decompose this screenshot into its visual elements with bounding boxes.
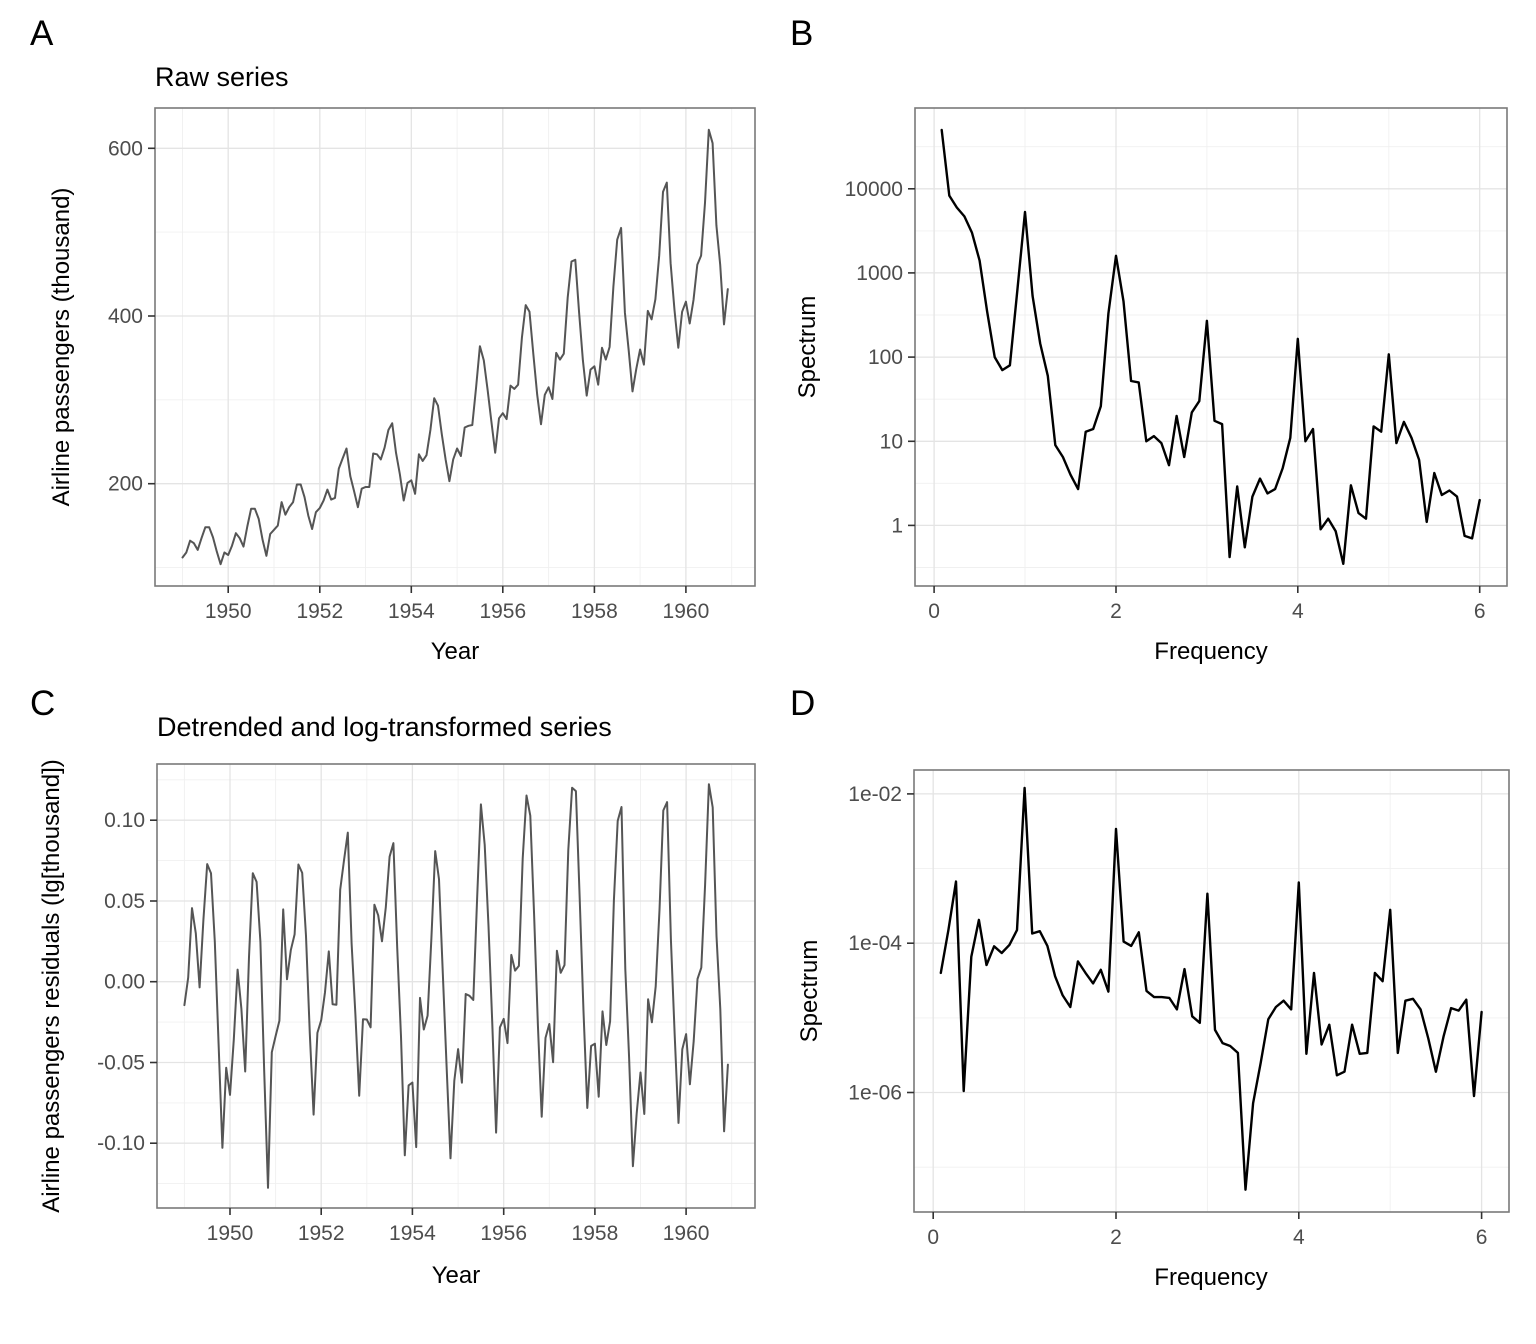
svg-text:1000: 1000 (856, 261, 903, 285)
panel-raw-series (0, 0, 768, 672)
svg-text:10000: 10000 (844, 177, 903, 201)
svg-text:1e-02: 1e-02 (848, 782, 902, 806)
panel-detrended-spectrum (768, 672, 1536, 1344)
svg-text:1952: 1952 (296, 600, 344, 623)
panel-tag-a: A (30, 14, 54, 53)
svg-text:2: 2 (1110, 600, 1122, 623)
svg-text:1956: 1956 (480, 1222, 528, 1245)
svg-text:400: 400 (107, 305, 143, 328)
svg-text:1956: 1956 (479, 600, 527, 623)
svg-text:2: 2 (1110, 1226, 1122, 1249)
svg-text:4: 4 (1292, 1226, 1305, 1249)
svg-text:1958: 1958 (571, 600, 618, 623)
y-axis-label-spectrum-d: Spectrum (796, 939, 823, 1043)
svg-text:0.05: 0.05 (104, 890, 145, 913)
svg-text:10: 10 (879, 430, 903, 454)
svg-text:1952: 1952 (297, 1222, 345, 1245)
panel-tag-c: C (30, 684, 56, 723)
svg-text:-0.05: -0.05 (97, 1051, 145, 1075)
detrended-series-plot-area (0, 672, 768, 1344)
svg-text:6: 6 (1473, 600, 1486, 623)
panel-title-detrended: Detrended and log-transformed series (157, 712, 612, 742)
x-axis-label-frequency-d: Frequency (1154, 1264, 1268, 1291)
svg-text:1958: 1958 (571, 1222, 619, 1245)
x-axis-label-year: Year (430, 638, 480, 665)
svg-text:0: 0 (927, 1226, 940, 1249)
svg-text:1954: 1954 (387, 600, 435, 623)
svg-text:1e-06: 1e-06 (848, 1081, 902, 1105)
raw-series-plot-area (0, 0, 768, 672)
svg-text:200: 200 (107, 472, 143, 496)
svg-text:4: 4 (1291, 600, 1304, 623)
svg-text:0.00: 0.00 (104, 970, 145, 994)
panel-detrended-series (0, 672, 768, 1344)
panel-tag-b: B (790, 14, 814, 53)
svg-text:0.10: 0.10 (104, 809, 145, 833)
panel-tag-d: D (790, 684, 816, 723)
x-axis-label-year-c: Year (431, 1262, 481, 1289)
raw-spectrum-plot-area (768, 0, 1536, 672)
svg-text:6: 6 (1475, 1226, 1488, 1249)
svg-text:0: 0 (928, 600, 940, 623)
panel-title-raw-series: Raw series (155, 62, 289, 92)
svg-text:100: 100 (867, 346, 903, 370)
svg-text:1950: 1950 (204, 600, 252, 623)
svg-text:1e-04: 1e-04 (848, 932, 902, 956)
y-axis-label-spectrum-b: Spectrum (794, 295, 821, 399)
detrended-spectrum-plot-area (768, 672, 1536, 1344)
svg-text:1950: 1950 (206, 1222, 254, 1245)
x-axis-label-frequency-b: Frequency (1154, 638, 1268, 665)
svg-text:1954: 1954 (389, 1222, 436, 1245)
svg-text:1960: 1960 (662, 1222, 710, 1245)
svg-text:1: 1 (891, 514, 903, 538)
svg-text:-0.10: -0.10 (97, 1132, 145, 1156)
y-axis-label-passengers: Airline passengers (thousand) (48, 187, 75, 507)
y-axis-label-residuals: Airline passengers residuals (lg[thousand]) (38, 759, 65, 1213)
svg-text:600: 600 (107, 137, 143, 161)
svg-text:1960: 1960 (662, 600, 710, 623)
panel-raw-spectrum (768, 0, 1536, 672)
